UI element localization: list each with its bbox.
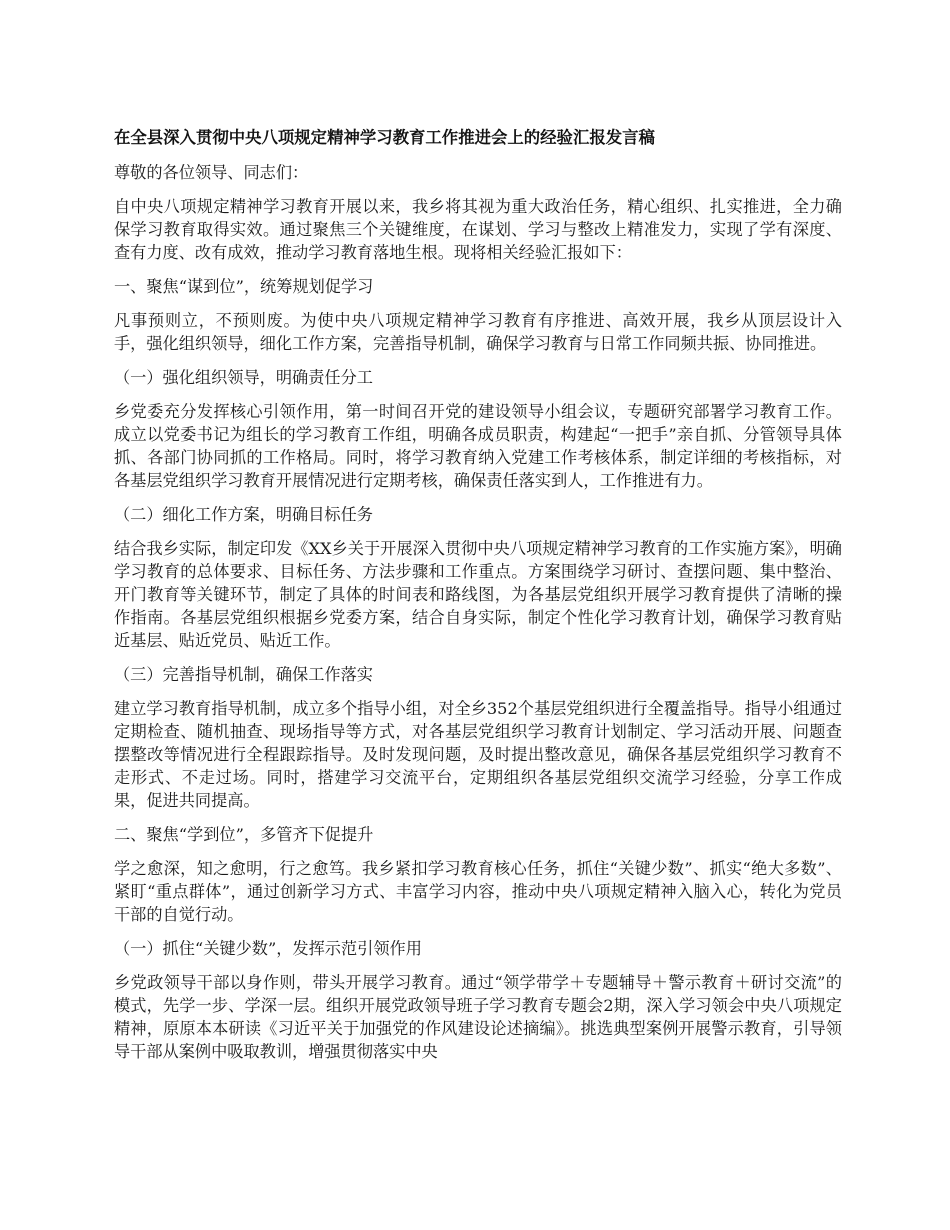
- subsection-1-2-body: 结合我乡实际，制定印发《XX乡关于开展深入贯彻中央八项规定精神学习教育的工作实施方案》，明确学习教育的总体要求、目标任务、方法步骤和工作重点。方案围绕学习研讨、查摆问题、集中整治、开门教育等关键环节，制定了具体的时间表和路线图，为各基层党组织开展学习教育提供了清晰的操作指南。各基层党组织根据乡党委方案，结合自身实际，制定个性化学习教育计划，确保学习教育贴近基层、贴近党员、贴近工作。: [114, 539, 842, 650]
- document-page: [114, 126, 842, 1074]
- section-2-intro: 学之愈深，知之愈明，行之愈笃。我乡紧扣学习教育核心任务，抓住“关键少数”、抓实“绝大多数”、紧盯“重点群体”，通过创新学习方式、丰富学习内容，推动中央八项规定精神入脑入心，转化为党员干部的自觉行动。: [114, 859, 842, 924]
- subsection-2-1-body: 乡党政领导干部以身作则，带头开展学习教育。通过“领学带学＋专题辅导＋警示教育＋研讨交流”的模式，先学一步、学深一层。组织开展党政领导班子学习教育专题会2期，深入学习领会中央八项规定精神，原原本本研读《习近平关于加强党的作风建设论述摘编》。挑选典型案例开展警示教育，引导领导干部从案例中吸取教训，增强贯彻落实中央: [114, 973, 842, 1061]
- subsection-1-3-body: 建立学习教育指导机制，成立多个指导小组，对全乡352个基层党组织进行全覆盖指导。指导小组通过定期检查、随机抽查、现场指导等方式，对各基层党组织学习教育计划制定、学习活动开展、问题查摆整改等情况进行全程跟踪指导。及时发现问题，及时提出整改意见，确保各基层党组织学习教育不走形式、不走过场。同时，搭建学习交流平台，定期组织各基层党组织交流学习经验，分享工作成果，促进共同提高。: [114, 699, 842, 810]
- subsection-2-1-heading: （一）抓住“关键少数”，发挥示范引领作用: [114, 939, 422, 958]
- subsection-1-2-heading: （二）细化工作方案，明确目标任务: [114, 505, 373, 524]
- section-1-intro: 凡事预则立，不预则废。为使中央八项规定精神学习教育有序推进、高效开展，我乡从顶层设计入手，强化组织领导，细化工作方案，完善指导机制，确保学习教育与日常工作同频共振、协同推进。: [114, 311, 842, 353]
- subsection-1-3-heading: （三）完善指导机制，确保工作落实: [114, 665, 373, 684]
- intro-paragraph: 自中央八项规定精神学习教育开展以来，我乡将其视为重大政治任务，精心组织、扎实推进，全力确保学习教育取得实效。通过聚焦三个关键维度，在谋划、学习与整改上精准发力，实现了学有深度、查有力度、改有成效，推动学习教育落地生根。现将相关经验汇报如下：: [114, 197, 842, 262]
- subsection-1-1-heading: （一）强化组织领导，明确责任分工: [114, 368, 373, 387]
- subsection-1-1-body: 乡党委充分发挥核心引领作用，第一时间召开党的建设领导小组会议，专题研究部署学习教育工作。成立以党委书记为组长的学习教育工作组，明确各成员职责，构建起“一把手”亲自抓、分管领导具体抓、各部门协同抓的工作格局。同时，将学习教育纳入党建工作考核体系，制定详细的考核指标，对各基层党组织学习教育开展情况进行定期考核，确保责任落实到人，工作推进有力。: [114, 402, 842, 490]
- section-2-heading: 二、聚焦“学到位”，多管齐下促提升: [114, 825, 374, 844]
- document-title: 在全县深入贯彻中央八项规定精神学习教育工作推进会上的经验汇报发言稿: [114, 128, 655, 147]
- section-1-heading: 一、聚焦“谋到位”，统筹规划促学习: [114, 277, 374, 296]
- salutation: 尊敬的各位领导、同志们：: [114, 163, 309, 182]
